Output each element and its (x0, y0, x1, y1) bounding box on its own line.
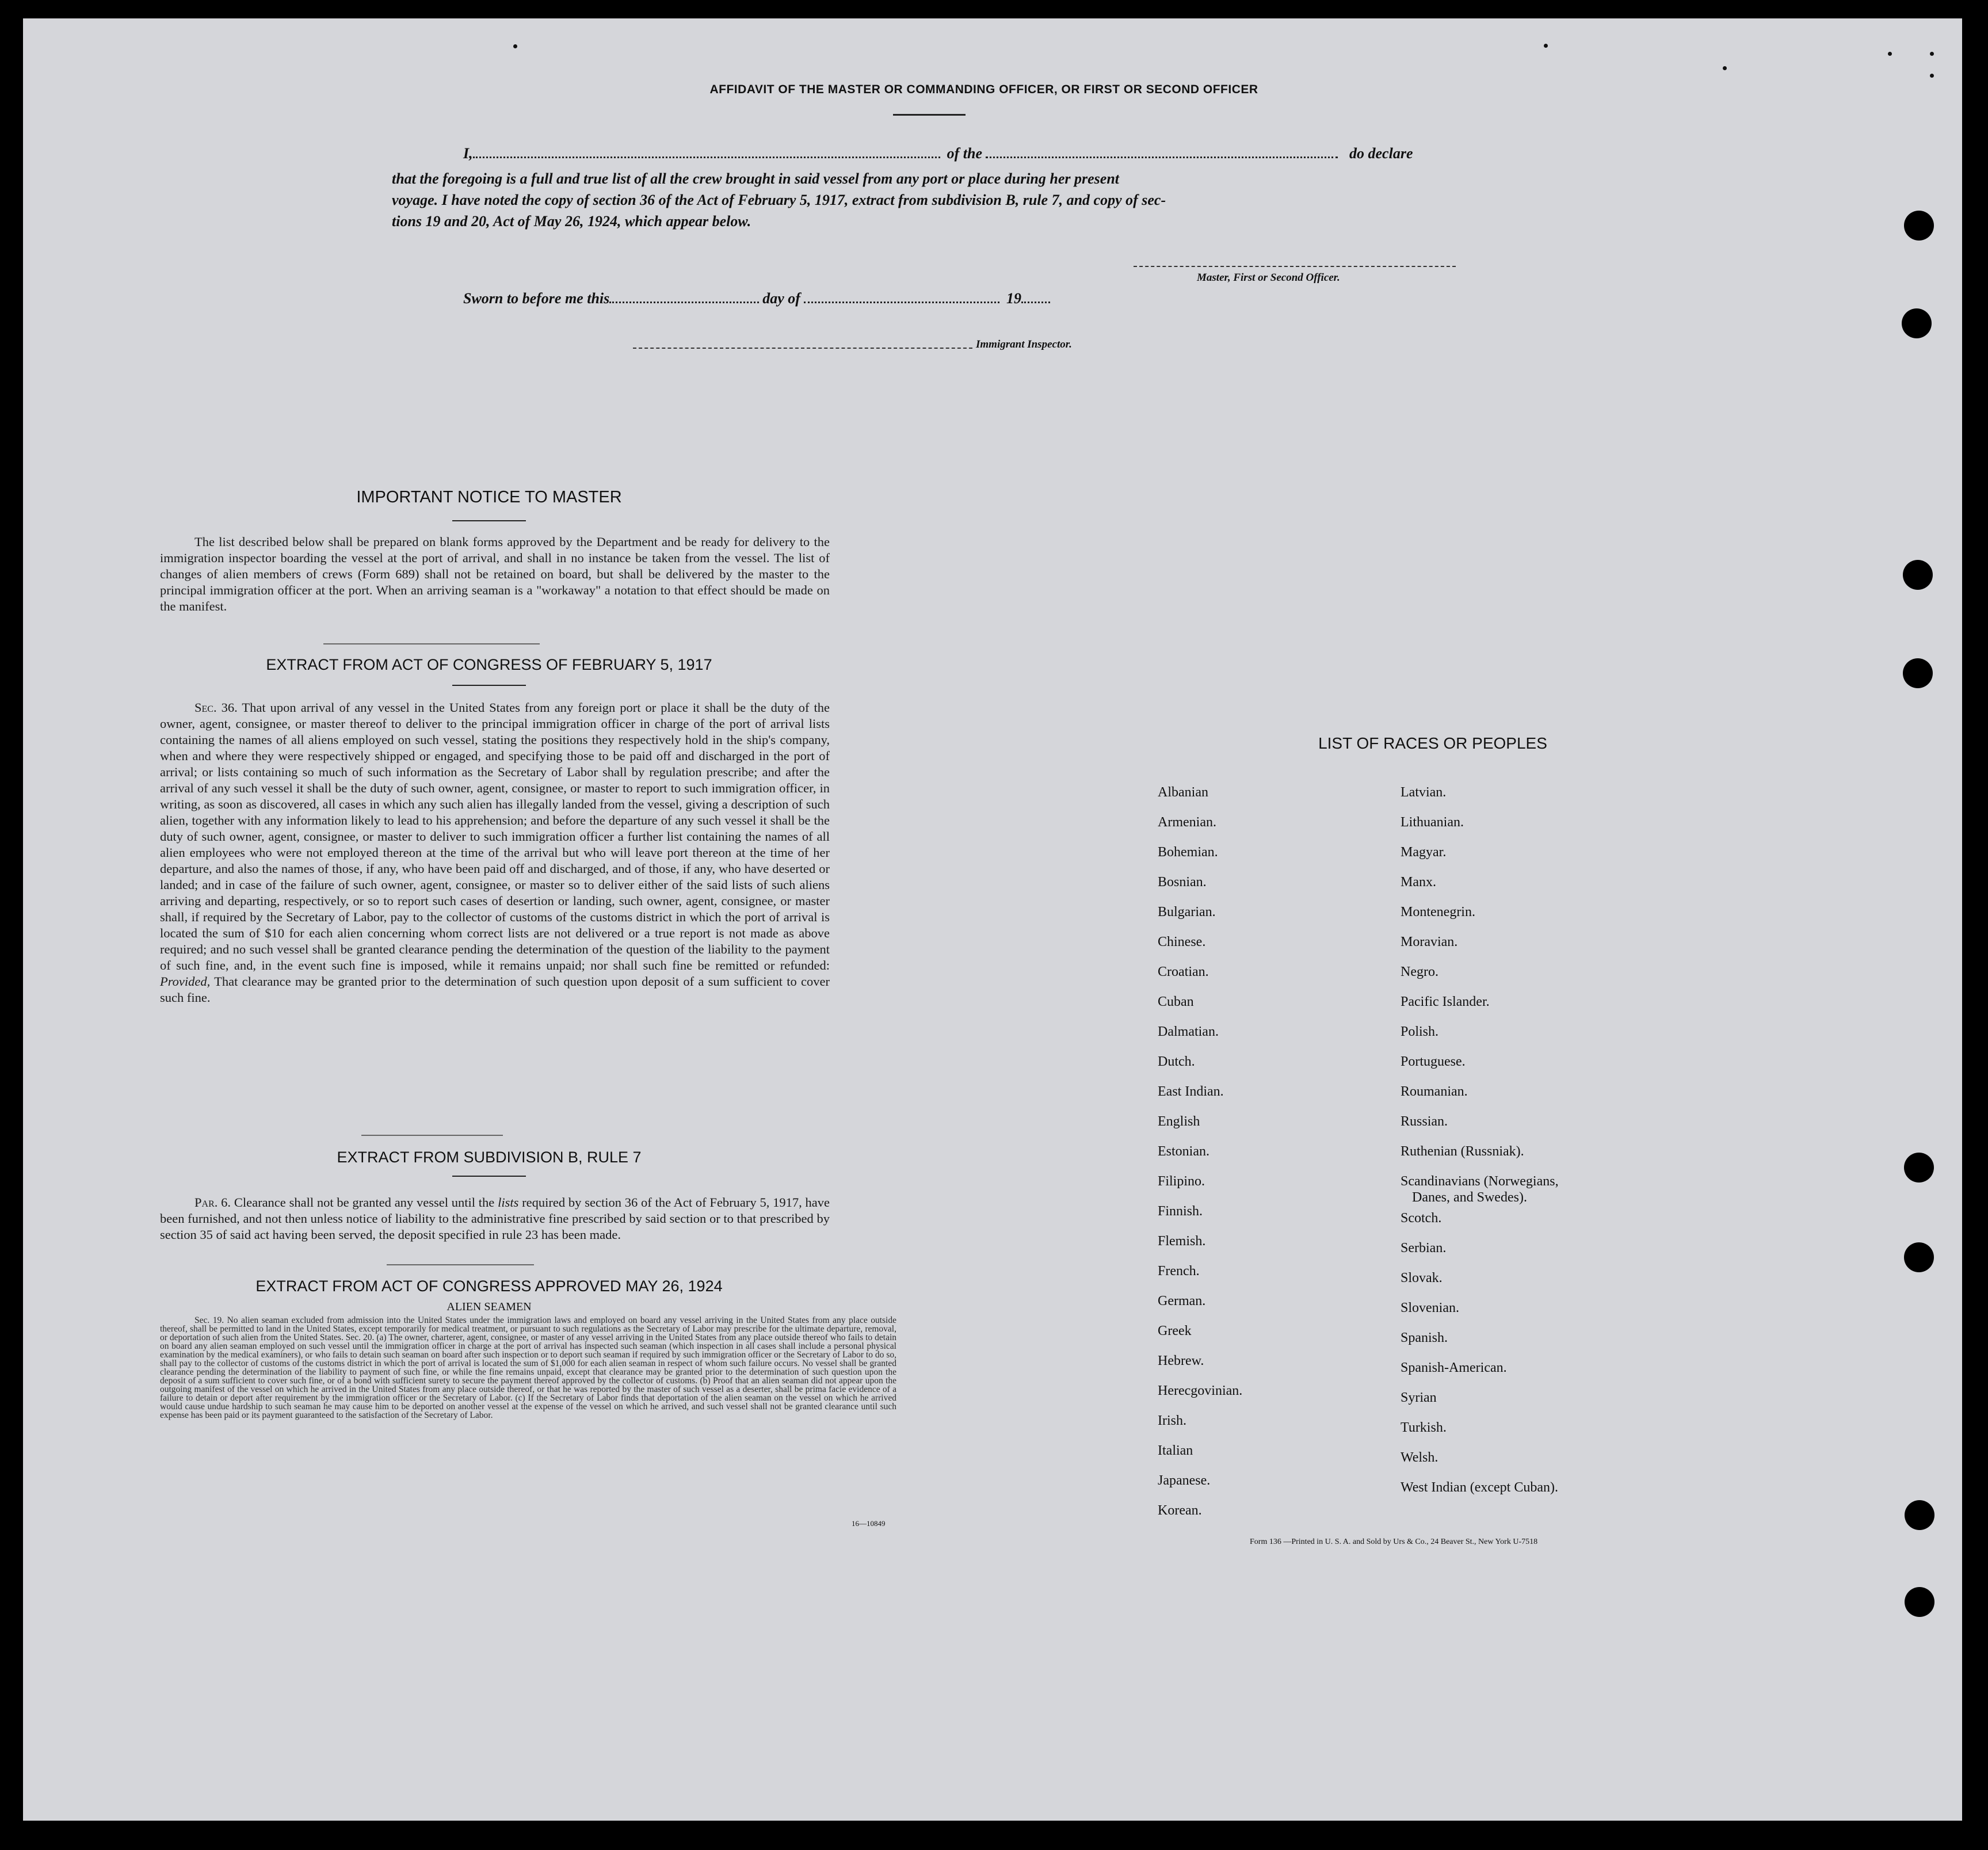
speck (1723, 66, 1727, 70)
speck (1930, 52, 1934, 56)
par-body-end: required by section 36 of the Act of February 5, 1917, have been furnished, and not then unless notice of liability to the administrative fine prescribed by said section or to that prescribed by section 35 of said act having been served, the deposit specified in rule 23 has been made. (160, 1195, 830, 1242)
affidavit-line2: that the foregoing is a full and true list of all the crew brought in said vessel from any port or place during her present (392, 170, 1120, 187)
race-item: Negro. (1401, 964, 1438, 979)
divider (323, 643, 540, 644)
punch-hole (1903, 560, 1933, 590)
race-item: Serbian. (1401, 1241, 1447, 1256)
race-item: Roumanian. (1401, 1084, 1468, 1099)
race-item: Slovak. (1401, 1271, 1443, 1286)
year-text: 19 (1006, 290, 1021, 307)
signature-line (1134, 266, 1456, 267)
speck (1544, 44, 1548, 48)
speck (1888, 52, 1892, 56)
race-item: Pacific Islander. (1401, 994, 1490, 1009)
document-page (23, 18, 1962, 1821)
race-item: Flemish. (1158, 1234, 1206, 1249)
race-item: Bosnian. (1158, 875, 1207, 890)
sworn-line (463, 290, 1050, 307)
race-item: Moravian. (1401, 934, 1458, 949)
race-item: Finnish. (1158, 1204, 1203, 1219)
race-item: Turkish. (1401, 1420, 1447, 1435)
par-label: Par. 6. (194, 1195, 231, 1210)
races-title: LIST OF RACES OR PEOPLES (1318, 734, 1547, 752)
affidavit-line3: voyage. I have noted the copy of section 36 of the Act of February 5, 1917, extract from subdivision B, rule 7, and copy of sec- (392, 192, 1166, 208)
race-item: French. (1158, 1264, 1200, 1279)
race-item: Scandinavians (Norwegians, (1401, 1174, 1559, 1189)
race-item: Russian. (1401, 1114, 1448, 1129)
inspector-line (633, 348, 972, 349)
provided-word: Provided, (160, 974, 211, 989)
par-body: Clearance shall not be granted any vessel until the (234, 1195, 495, 1210)
affidavit-line1 (463, 145, 1505, 162)
race-item: German. (1158, 1294, 1206, 1309)
race-item: Ruthenian (Russniak). (1401, 1144, 1524, 1159)
race-item: Scotch. (1401, 1211, 1442, 1226)
race-item: Armenian. (1158, 815, 1216, 830)
race-item: Danes, and Swedes). (1412, 1190, 1527, 1205)
punch-hole (1904, 1153, 1934, 1183)
day-blank (609, 291, 759, 303)
inspector-label: Immigrant Inspector. (976, 338, 1072, 350)
race-item: Croatian. (1158, 964, 1209, 979)
section-body: That upon arrival of any vessel in the United States from any foreign port or place it shall be the duty of the owner, agent, consignee, or master thereof to deliver to the principal immigration officer in charge of the port of arrival lists containing the names of all aliens employed on such vessel, stating the positions they respectively hold in the ship's company, when and where they were respectively shipped or engaged, and specifying those to be paid off and discharged in the port of arrival; or lists containing so much of such information as the Secretary of Labor shall by regulation prescribe; and after the arrival of any such vessel it shall be the duty of such owner, agent, consignee, or master to report to such immigration officer, in writing, as soon as discovered, all cases in which any such alien has illegally landed from the vessel, giving a description of such alien, together with any information likely to lead to his apprehension; and before the departure of any such vessel it shall be the duty of such owner, agent, consignee, or master to deliver to such immigration officer a further list containing the names of all alien employees who were not employed thereon at the time of the arrival but who will leave port thereon at the time of her departure, and also the names of those, if any, who have been paid off and discharged, and of those, if any, who have deserted or landed; and in case of the failure of such owner, agent, consignee, or master so to deliver either of the said lists of such aliens arriving and departing, respectively, or so to report such cases of desertion or landing, such owner, agent, consignee, or master shall, if required by the Secretary of Labor, pay to the collector of customs of the customs district in which the port of arrival is located the sum of $10 for each alien concerning whom correct lists are not delivered or a true report is not made as above required; and no such vessel shall be granted clearance pending the determination of the question of the liability to the payment of such fine, and, in the event such fine is imposed, while it remains unpaid; nor shall such fine be remitted or refunded: (160, 700, 830, 972)
divider (387, 1264, 534, 1265)
subdivision-rule (452, 1176, 526, 1177)
race-item: Japanese. (1158, 1473, 1211, 1488)
extract1924-text: Sec. 19. No alien seaman excluded from admission into the United States under the immigration laws and employed on board any vessel arriving in the United States from any place outside thereof, shall be permitted to land in the United States, except temporarily for medical treatment, or pursuant to such regulations as the Secretary of Labor may prescribe for the ultimate departure, removal, or deportation of such alien from the United States. Sec. 20. (a) The owner, charterer, agent, consignee, or master of any vessel arriving in the United States from any place outside thereof who fails to detain on board any alien seaman employed on such vessel until the immigration officer in charge at the port of arrival has inspected such seaman (which inspection in all cases shall include a personal physical examination by the medical examiners), or who fails to detain such seaman on board after such inspection or to deport such seaman if required by such immigration officer or the Secretary of Labor to do so, shall pay to the collector of customs of the customs district in which the port of arrival is located the sum of $1,000 for each alien seaman in respect of whom such failure occurs. No vessel shall be granted clearance pending the determination of the liability to payment of such fine, or while the fine remains unpaid, except that clearance may be granted prior to the determination of such question upon the deposit of a sum sufficient to cover such fine, or of a bond with sufficient surety to secure the payment thereof approved by the collector of customs. (b) Proof that an alien seaman did not appear upon the outgoing manifest of the vessel on which he arrived in the United States from any place outside thereof, or that he was reported by the master of such vessel as a deserter, shall be prima facie evidence of a failure to detain or deport after requirement by the immigration officer or the Secretary of Labor. (c) If the Secretary of Labor finds that deportation of the alien seaman on the vessel on which he arrived would cause undue hardship to such seaman he may cause him to be deported on another vessel at the expense of the vessel on which he arrived, and such vessel shall not be granted clearance until such expense has been paid or its payment guaranteed to the satisfaction of the Secretary of Labor. (160, 1315, 896, 1420)
signature-label: Master, First or Second Officer. (1197, 272, 1340, 284)
race-item: English (1158, 1114, 1200, 1129)
divider (361, 1135, 503, 1136)
subdivision-text (160, 1195, 830, 1243)
race-item: Albanian (1158, 785, 1208, 800)
race-item: East Indian. (1158, 1084, 1224, 1099)
year-blank (1021, 291, 1050, 303)
race-item: Welsh. (1401, 1450, 1438, 1465)
race-item: Italian (1158, 1443, 1193, 1458)
speck (513, 44, 517, 48)
race-item: Manx. (1401, 875, 1436, 890)
race-item: Bulgarian. (1158, 905, 1216, 920)
race-item: Cuban (1158, 994, 1194, 1009)
punch-hole (1903, 658, 1933, 688)
day-of-text: day of (762, 290, 800, 307)
punch-hole (1902, 308, 1932, 338)
extract1917-rule (452, 685, 526, 686)
section-body-end: That clearance may be granted prior to the determination of such question upon deposit of a sum sufficient to cover such fine. (160, 974, 830, 1005)
punch-hole (1905, 1587, 1934, 1617)
notice-text: The list described below shall be prepared on blank forms approved by the Department and be ready for delivery to the immigration inspector boarding the vessel at the port of arrival, and shall in no instance be taken from the vessel. The list of changes of alien members of crews (Form 689) shall not be retained on board, but shall be delivered by the master to the principal immigration officer at the port. When an arriving seaman is a "workaway" a notation to that effect should be made on the manifest. (160, 535, 830, 613)
race-item: Spanish. (1401, 1330, 1448, 1345)
race-item: Hebrew. (1158, 1353, 1204, 1368)
sworn-text: Sworn to before me this (463, 290, 610, 307)
printer-footer: Form 136 —Printed in U. S. A. and Sold by Urs & Co., 24 Beaver St., New York U-7518 (1250, 1538, 1538, 1546)
race-item: Slovenian. (1401, 1300, 1459, 1315)
race-item: Filipino. (1158, 1174, 1205, 1189)
affidavit-line4: tions 19 and 20, Act of May 26, 1924, which appear below. (392, 213, 751, 230)
month-blank (804, 291, 999, 303)
race-item: Dutch. (1158, 1054, 1195, 1069)
race-item: Polish. (1401, 1024, 1439, 1039)
affidavit-i: I, (463, 145, 473, 162)
extract1924-title: EXTRACT FROM ACT OF CONGRESS APPROVED MAY 26, 1924 (255, 1277, 723, 1295)
race-item: Estonian. (1158, 1144, 1209, 1159)
punch-hole (1904, 1242, 1934, 1272)
extract1917-title: EXTRACT FROM ACT OF CONGRESS OF FEBRUARY 5, 1917 (266, 656, 712, 673)
affidavit-declare: do declare (1349, 145, 1413, 162)
punch-hole (1904, 211, 1934, 241)
notice-title: IMPORTANT NOTICE TO MASTER (356, 488, 622, 506)
race-item: West Indian (except Cuban). (1401, 1480, 1558, 1495)
race-item: Montenegrin. (1401, 905, 1475, 920)
lists-word: lists (498, 1195, 519, 1210)
speck (1930, 74, 1934, 78)
punch-hole (1905, 1500, 1934, 1530)
race-item: Greek (1158, 1323, 1192, 1338)
race-item: Bohemian. (1158, 845, 1218, 860)
race-item: Lithuanian. (1401, 815, 1464, 830)
affidavit-title: AFFIDAVIT OF THE MASTER OR COMMANDING OFFICER, OR FIRST OR SECOND OFFICER (709, 83, 1258, 96)
race-item: Magyar. (1401, 845, 1447, 860)
extract1917-text (160, 700, 830, 1006)
title-rule (893, 114, 966, 116)
notice-rule (452, 520, 526, 521)
race-item: Chinese. (1158, 934, 1206, 949)
race-item: Irish. (1158, 1413, 1186, 1428)
race-item: Dalmatian. (1158, 1024, 1219, 1039)
race-item: Herecgovinian. (1158, 1383, 1243, 1398)
affidavit-of-the: of the (947, 145, 983, 162)
subdivision-title: EXTRACT FROM SUBDIVISION B, RULE 7 (337, 1149, 642, 1166)
form-code: 16—10849 (852, 1519, 886, 1528)
vessel-blank (986, 146, 1338, 158)
name-blank (473, 146, 940, 158)
race-item: Korean. (1158, 1503, 1202, 1518)
section-label: Sec. 36. (194, 700, 238, 715)
race-item: Spanish-American. (1401, 1360, 1507, 1375)
extract1924-subtitle: ALIEN SEAMEN (447, 1300, 532, 1313)
race-item: Latvian. (1401, 785, 1447, 800)
race-item: Portuguese. (1401, 1054, 1466, 1069)
race-item: Syrian (1401, 1390, 1437, 1405)
